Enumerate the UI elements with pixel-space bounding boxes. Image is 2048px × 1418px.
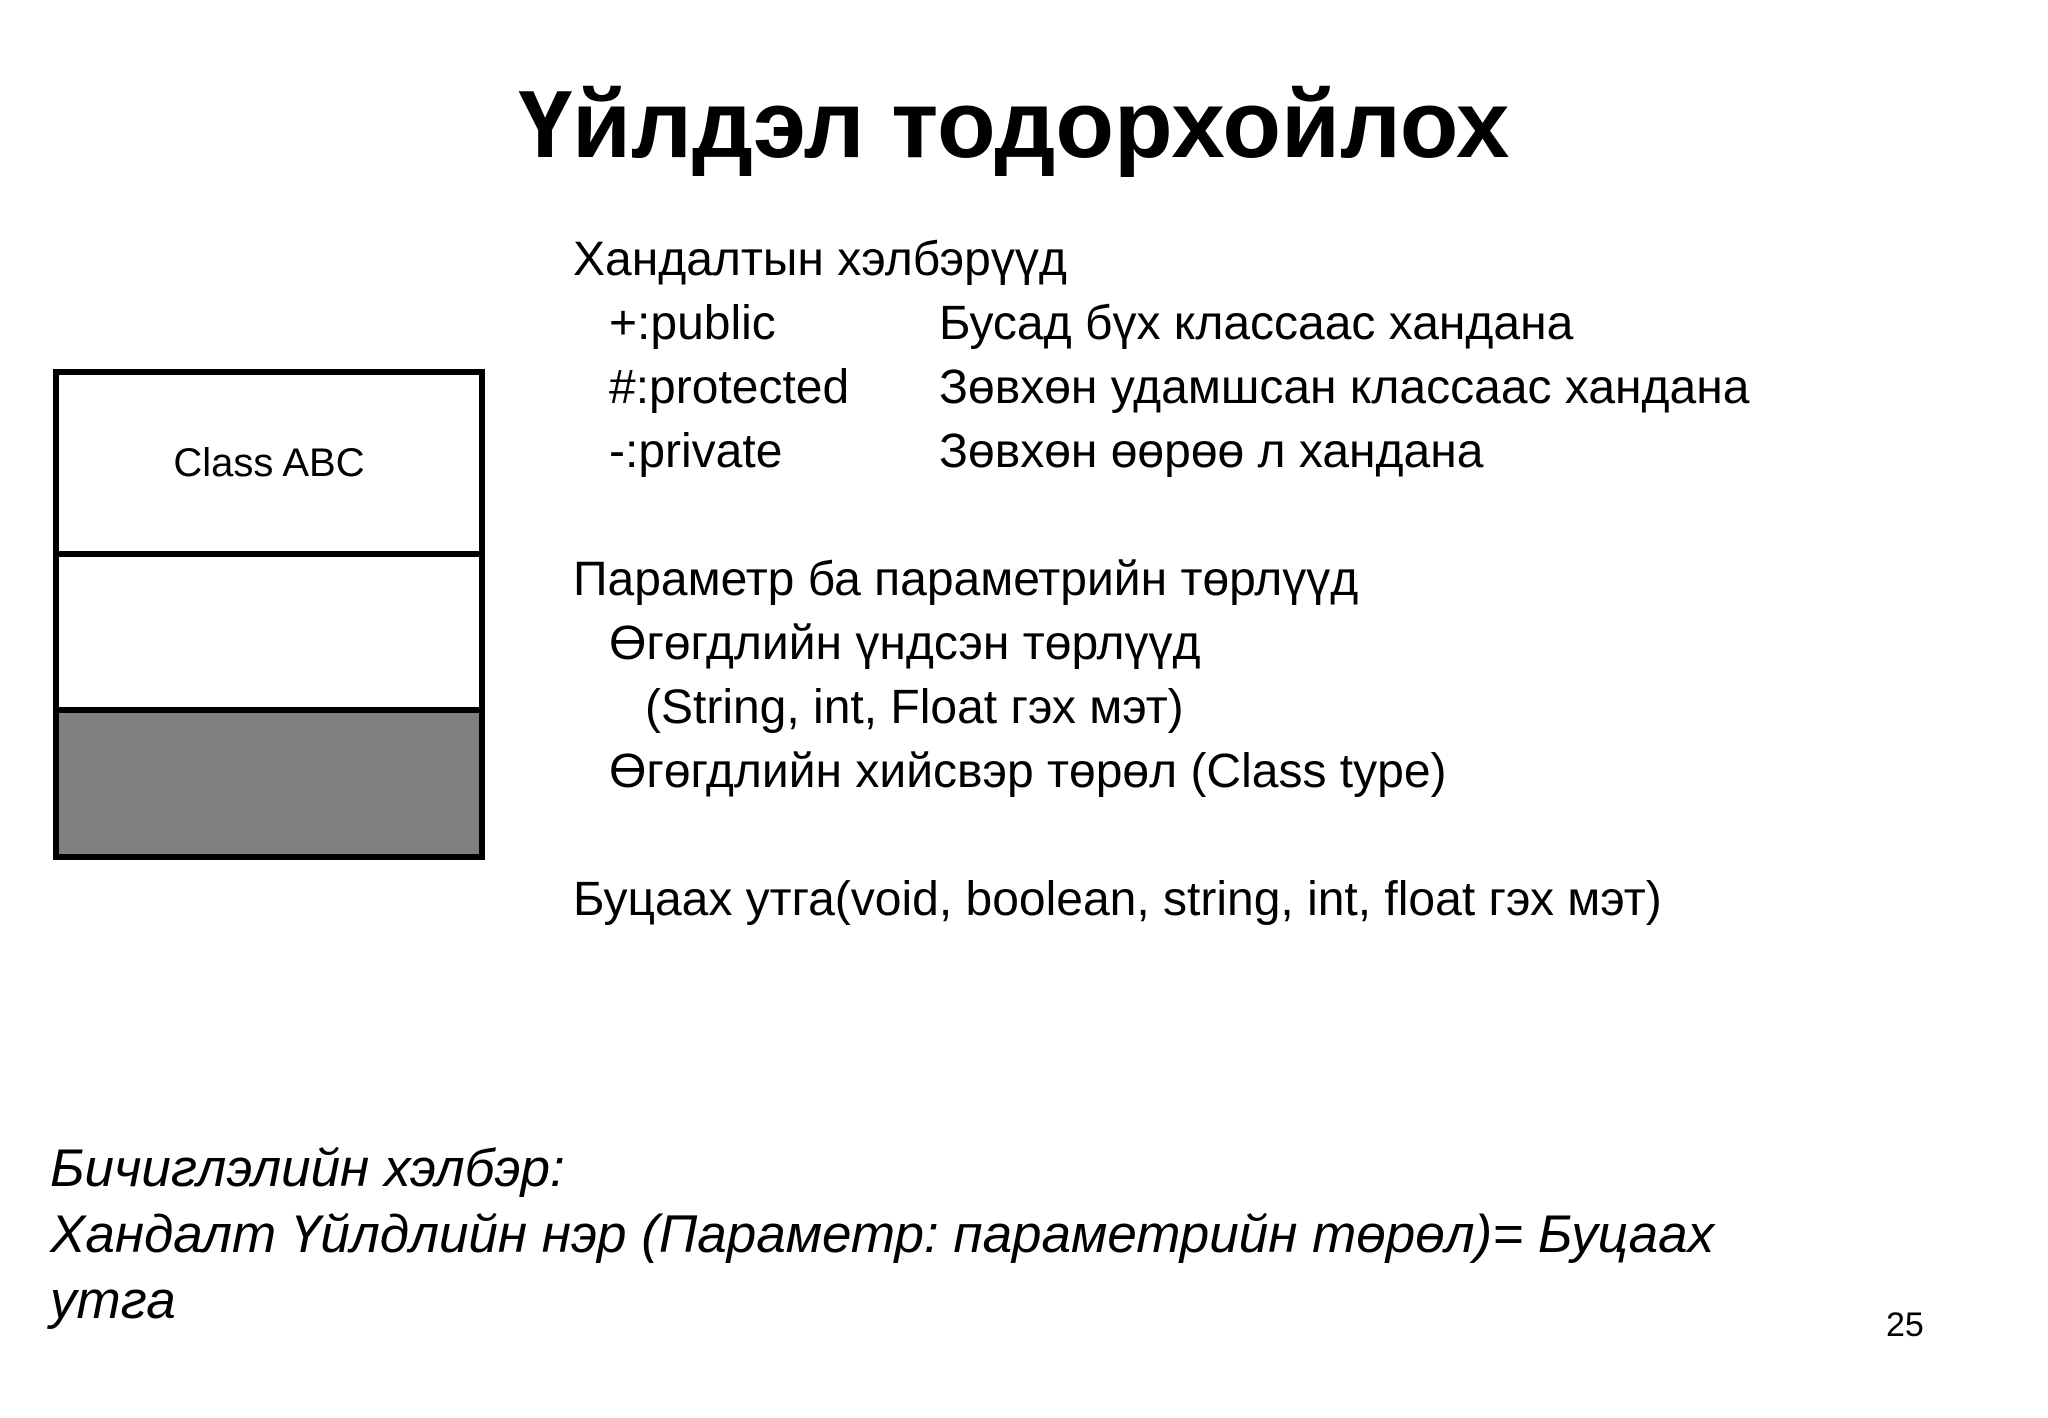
access-key: -:private <box>609 425 783 478</box>
uml-class-diagram <box>53 369 485 860</box>
slide-title-text: Үйлдэл тодорхойлох <box>518 71 1510 178</box>
notation-line-2: утга <box>50 1271 176 1330</box>
return-value-line: Буцаах утга(void, boolean, string, int, float гэх мэт) <box>573 873 1662 926</box>
content-block <box>573 228 1749 932</box>
access-item <box>573 356 1749 420</box>
access-item <box>573 292 1749 356</box>
notation-line-1: Хандалт Үйлдлийн нэр (Параметр: параметрийн төрөл)= Буцаах <box>50 1205 1715 1264</box>
access-desc: Зөвхөн өөрөө л хандана <box>939 425 1484 478</box>
uml-attributes-compartment <box>59 557 479 713</box>
access-key: +:public <box>609 297 776 350</box>
access-heading: Хандалтын хэлбэрүүд <box>573 233 1067 286</box>
params-primitive: Өгөгдлийн үндсэн төрлүүд <box>609 617 1201 670</box>
uml-class-name: Class ABC <box>59 375 479 557</box>
uml-operations-compartment <box>59 713 479 854</box>
spacer <box>573 804 1749 868</box>
notation-block <box>50 1136 1950 1334</box>
slide-title <box>0 70 2048 180</box>
access-item <box>573 420 1749 484</box>
page-number: 25 <box>1886 1306 1924 1344</box>
params-primitive-examples: (String, int, Float гэх мэт) <box>645 681 1184 734</box>
access-desc: Бусад бүх классаас хандана <box>939 297 1574 350</box>
notation-label: Бичиглэлийн хэлбэр: <box>50 1139 565 1198</box>
spacer <box>573 484 1749 548</box>
params-abstract: Өгөгдлийн хийсвэр төрөл (Class type) <box>609 745 1447 798</box>
params-heading: Параметр ба параметрийн төрлүүд <box>573 553 1359 606</box>
access-desc: Зөвхөн удамшсан классаас хандана <box>939 361 1750 414</box>
access-key: #:protected <box>609 361 850 414</box>
